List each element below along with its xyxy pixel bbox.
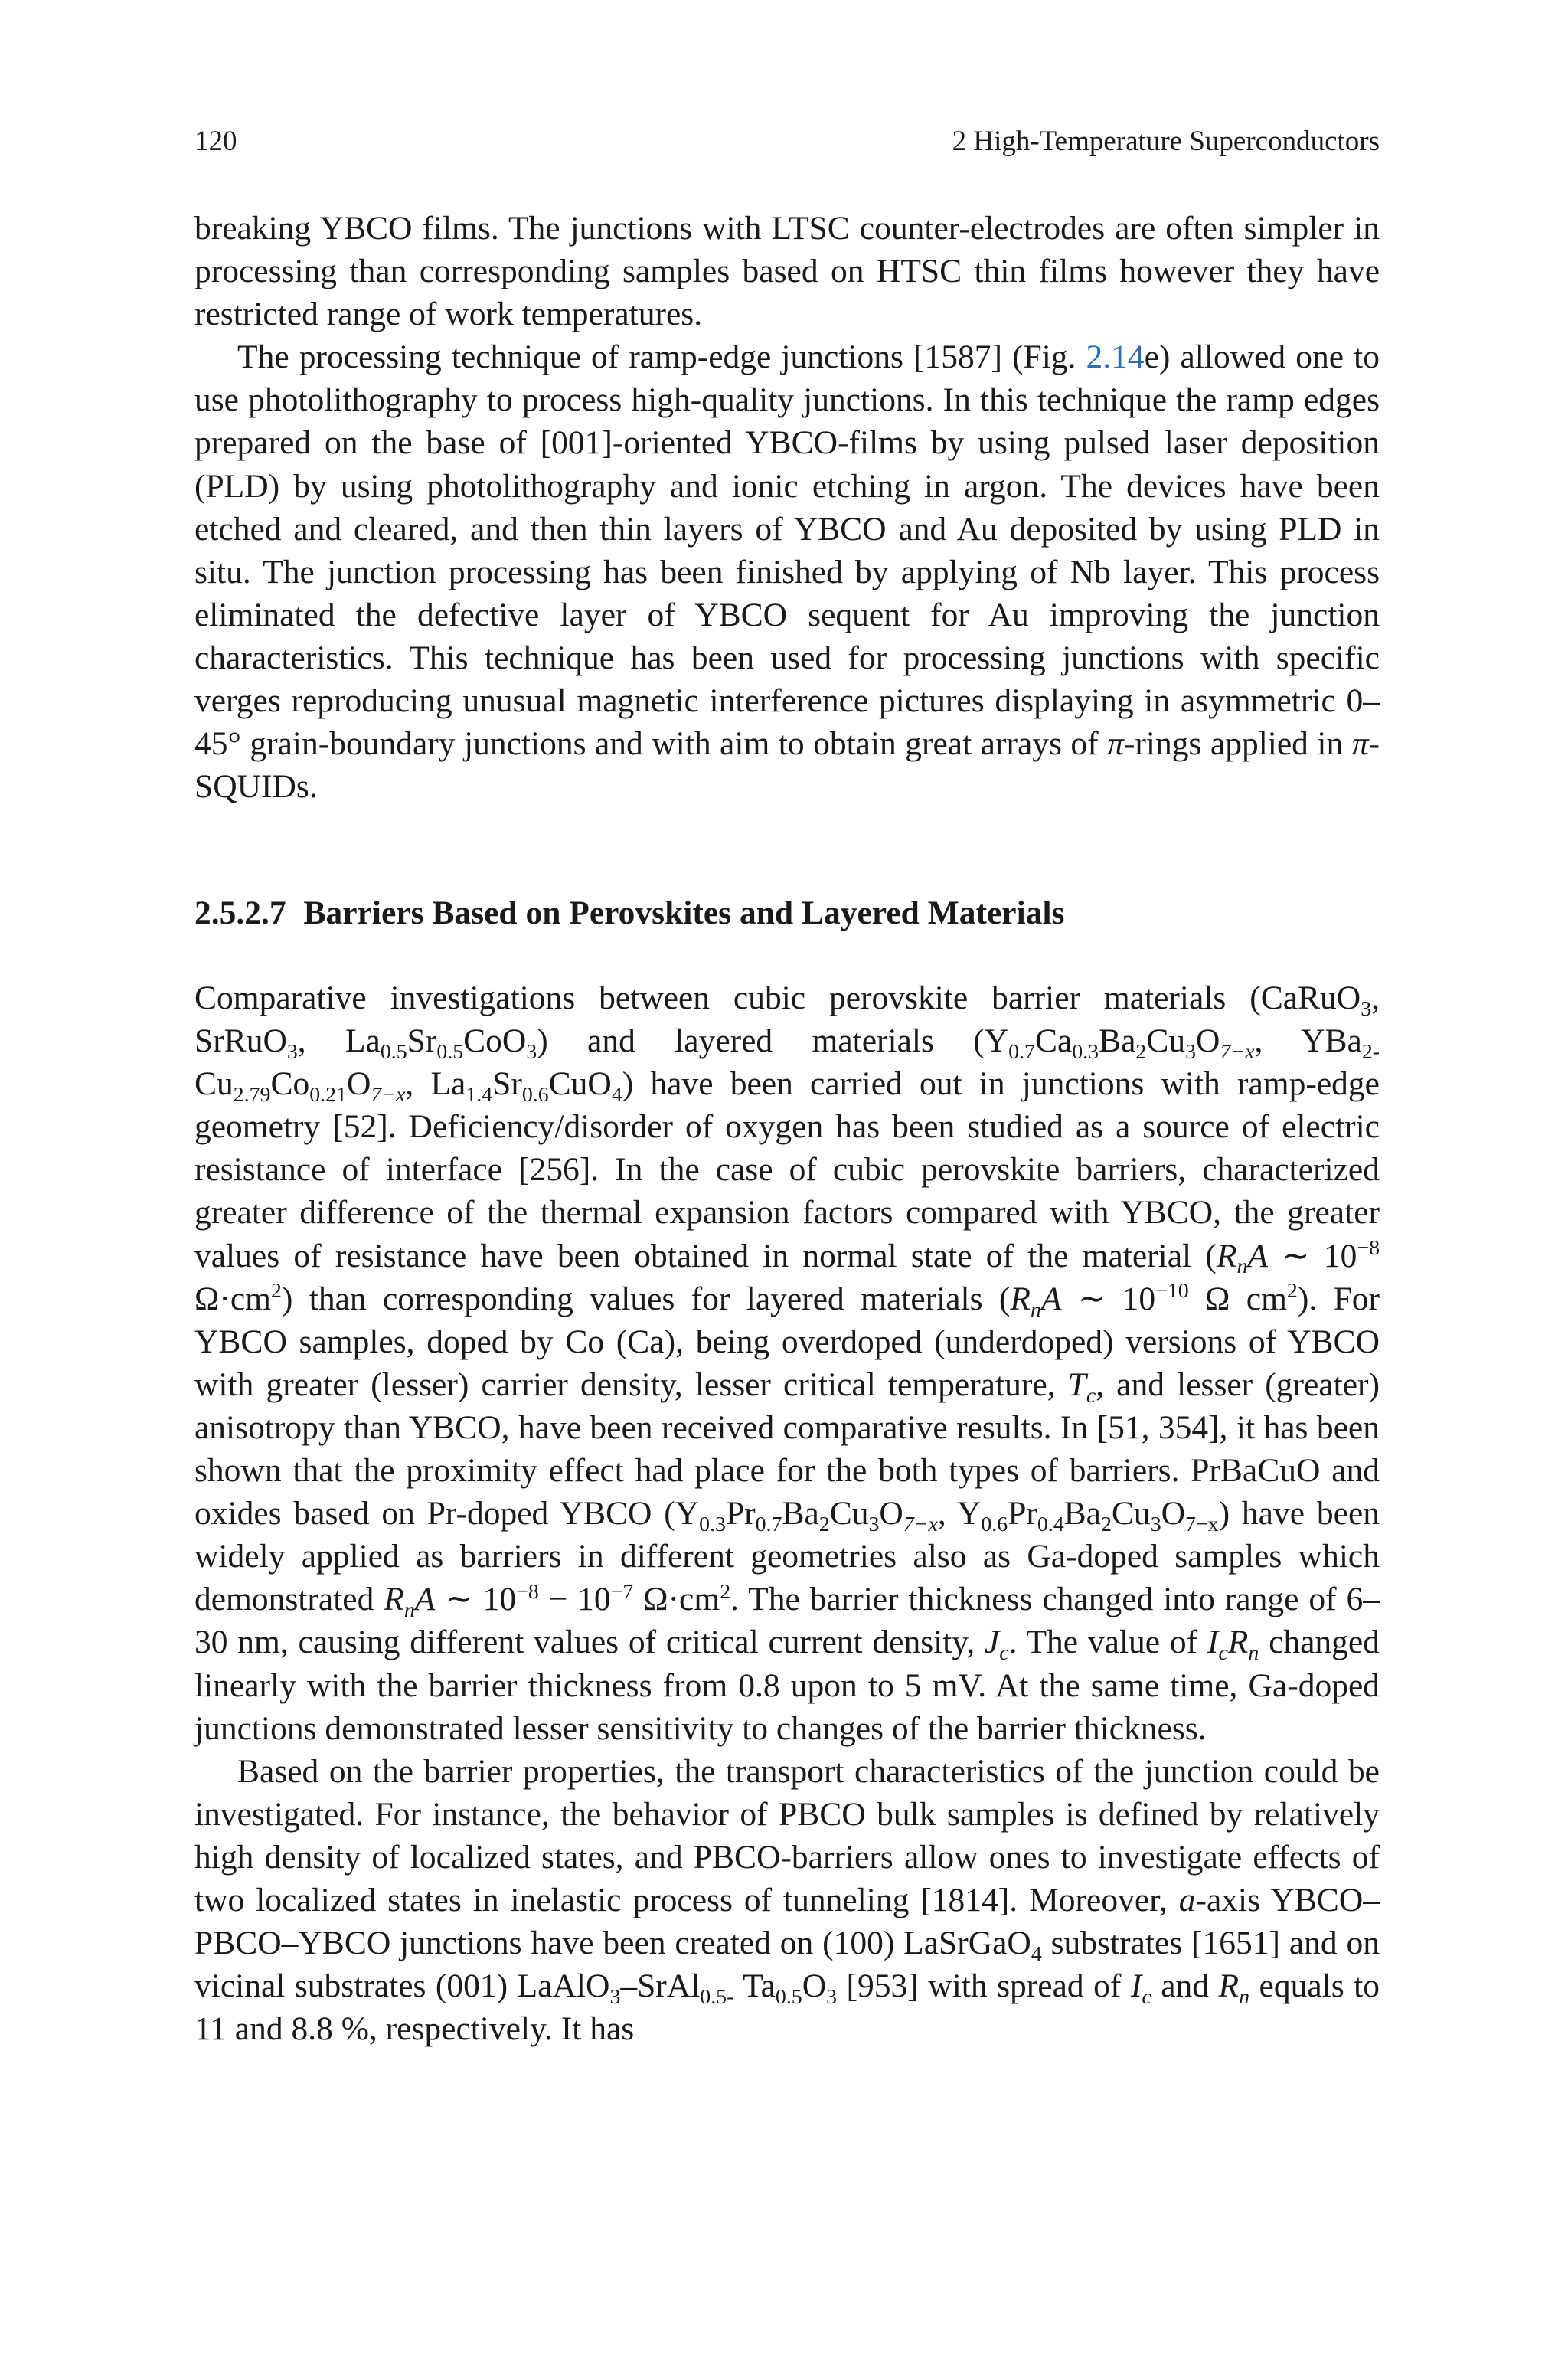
paragraph: Based on the barrier properties, the transport characteristics of the junction could be investigated. For instance, the behavior of PBCO bulk samples is defined by relatively high density of localized states, and PBCO-barriers allow ones to investigate effects of two localized states in inelastic process of tunneling [1814]. Moreover, a-axis YBCO–PBCO–YBCO junctions have been created on (100) LaSrGaO$_4$ substrates [1651] and on vicinal substrates (001) LaAlO$_3$–SrAl$_{0.5-}$ $Ta_{0.5}O_3$ [953] with spread of $I_c$ and $R_n$ equals to 11 and 8.8 %, respectively. It has	[194, 1752, 1380, 2048]
paragraph: The processing technique of ramp-edge junctions [1587] (Fig. 2.14e) allowed one to use photolithography to process high-quality junctions. In this technique the ramp edges prepared on the base of [001]-oriented YBCO-films by using pulsed laser deposition (PLD) by using photolithography and ionic etching in argon. The devices have been etched and cleared, and then thin layers of YBCO and Au deposited by using PLD in situ. The junction processing has been finished by applying of Nb layer. This process eliminated the defective layer of YBCO sequent for Au improving the junction characteristics. This technique has been used for processing junctions with specific verges reproducing unusual magnetic interference pictures displaying in asymmetric 0–45° grain-boundary junctions and with aim to obtain great arrays of π-rings applied in π-SQUIDs.	[194, 339, 1380, 806]
page-header	[194, 123, 1380, 161]
section-title: Barriers Based on Perovskites and Layered Materials	[303, 895, 1065, 931]
paragraph: Comparative investigations between cubic perovskite barrier materials (CaRuO$_3$, SrRuO$_3$, $La_{0.5}Sr_{0.5}CoO_3$) and layered materials ($Y_{0.7}Ca_{0.3}Ba_2Cu_3O_{7-x}$, YBa$_{2-}$ $Cu_{2.79}Co_{0.21}O_{7-x}$, $La_{1.4}Sr_{0.6}CuO_4$) have been carried out in junctions with ramp-edge geometry [52]. Deficiency/disorder of oxygen has been studied as a source of electric resistance of interface [256]. In the case of cubic perovskite barriers, characterized greater difference of the thermal expansion factors compared with YBCO, the greater values of resistance have been obtained in normal state of the material ($R_nA$ ∼ $10^{-8}$ $\Omega\cdot cm^2$) than corresponding values for layered materials ($R_nA$ ∼ $10^{-10}$ Ω $cm^2$). For YBCO samples, doped by Co (Ca), being overdoped (underdoped) versions of YBCO with greater (lesser) carrier density, lesser critical temperature, $T_c$, and lesser (greater) anisotropy than YBCO, have been received comparative results. In [51, 354], it has been shown that the proximity effect had place for the both types of barriers. PrBaCuO and oxides based on Pr-doped YBCO ($Y_{0.3}Pr_{0.7}Ba_2Cu_3O_{7-x}$, $Y_{0.6}Pr_{0.4}Ba_2Cu_3O_{7-x}$) have been widely applied as barriers in different geometries also as Ga-doped samples which demonstrated $R_nA$ ∼ $10^{-8} - 10^{-7}$ $\Omega\cdot cm^2$. The barrier thickness changed into range of 6–30 nm, causing different values of critical current density, $J_c$. The value of $I_cR_n$ changed linearly with the barrier thickness from 0.8 upon to 5 mV. At the same time, Ga-doped junctions demonstrated lesser sensitivity to changes of the barrier thickness.	[194, 980, 1380, 1747]
section-body	[194, 976, 1380, 2050]
section-number: 2.5.2.7	[194, 895, 286, 931]
running-title: 2 High-Temperature Superconductors	[952, 126, 1380, 157]
continuation-text	[194, 207, 1380, 808]
page-number: 120	[194, 126, 237, 157]
paragraph: breaking YBCO films. The junctions with LTSC counter-electrodes are often simpler in processing than corresponding samples based on HTSC thin films however they have restricted range of work temperatures.	[194, 210, 1380, 333]
document-page	[194, 0, 1380, 2378]
figure-link[interactable]: 2.14	[1086, 339, 1145, 376]
section-heading	[194, 891, 1380, 934]
